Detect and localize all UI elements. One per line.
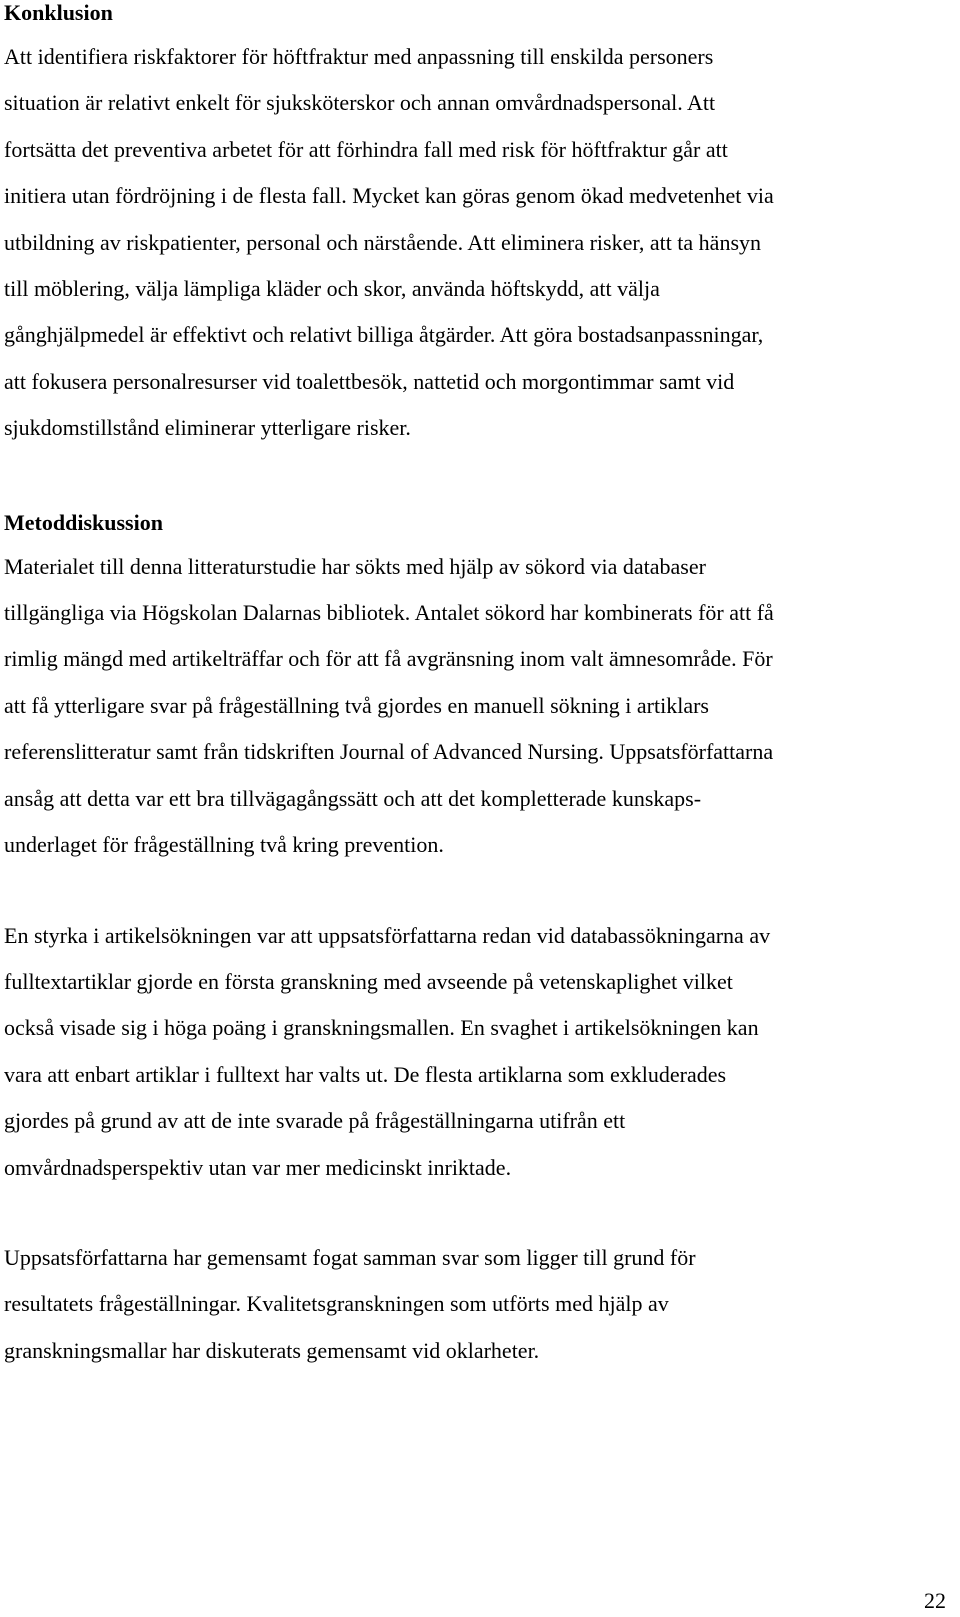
text-line: Att identifiera riskfaktorer för höftfraktur med anpassning till enskilda personers — [4, 44, 714, 69]
paragraph-metoddiskussion-2 — [4, 913, 952, 1191]
page-number: 22 — [924, 1588, 946, 1613]
section-heading-metoddiskussion: Metoddiskussion — [4, 509, 163, 535]
paragraph-metoddiskussion-1 — [4, 544, 952, 869]
text-line: sjukdomstillstånd eliminerar ytterligare risker. — [4, 415, 411, 441]
text-line: tillgängliga via Högskolan Dalarnas bibliotek. Antalet sökord har kombinerats för att få — [4, 600, 774, 626]
text-line: vara att enbart artiklar i fulltext har valts ut. De flesta artiklarna som exkluderades — [4, 1061, 727, 1087]
text-line: referenslitteratur samt från tidskriften Journal of Advanced Nursing. Uppsatsförfattarna — [4, 739, 774, 765]
text-line: resultatets frågeställningar. Kvalitetsgranskningen som utförts med hjälp av — [4, 1291, 669, 1317]
text-line: fortsätta det preventiva arbetet för att förhindra fall med risk för höftfraktur går att — [4, 136, 728, 162]
text-line: ansåg att detta var ett bra tillvägagångssätt och att det kompletterade kunskaps- — [4, 785, 702, 811]
text-line: fulltextartiklar gjorde en första granskning med avseende på vetenskaplighet vilket — [4, 968, 733, 994]
text-line: Materialet till denna litteraturstudie har sökts med hjälp av sökord via databaser — [4, 553, 706, 579]
text-line: underlaget för frågeställning två kring prevention. — [4, 832, 444, 858]
text-line: Uppsatsförfattarna har gemensamt fogat samman svar som ligger till grund för — [4, 1244, 696, 1270]
text-line: granskningsmallar har diskuterats gemensamt vid oklarheter. — [4, 1337, 540, 1363]
text-line: initiera utan fördröjning i de flesta fall. Mycket kan göras genom ökad medvetenhet via — [4, 183, 774, 209]
text-line: gjordes på grund av att de inte svarade på frågeställningarna utifrån ett — [4, 1108, 626, 1134]
paragraph-konklusion — [4, 34, 952, 452]
document-page — [4, 0, 952, 1374]
text-line: att få ytterligare svar på frågeställning två gjordes en manuell sökning i artiklars — [4, 692, 709, 718]
text-line: En styrka i artikelsökningen var att uppsatsförfattarna redan vid databassökningarna av — [4, 922, 771, 948]
text-line: att fokusera personalresurser vid toalettbesök, nattetid och morgontimmar samt vid — [4, 368, 735, 394]
text-line: gånghjälpmedel är effektivt och relativt billiga åtgärder. Att göra bostadsanpassningar, — [4, 322, 764, 348]
text-line: utbildning av riskpatienter, personal och närstående. Att eliminera risker, att ta hänsyn — [4, 229, 762, 255]
text-line: rimlig mängd med artikelträffar och för att få avgränsning inom valt ämnesområde. För — [4, 646, 773, 672]
text-line: till möblering, välja lämpliga kläder och skor, använda höftskydd, att välja — [4, 276, 660, 302]
text-line: också visade sig i höga poäng i granskningsmallen. En svaghet i artikelsökningen kan — [4, 1015, 759, 1041]
text-line: situation är relativt enkelt för sjuksköterskor och annan omvårdnadspersonal. Att — [4, 90, 716, 116]
text-line: omvårdnadsperspektiv utan var mer medicinskt inriktade. — [4, 1154, 512, 1180]
paragraph-metoddiskussion-3 — [4, 1235, 952, 1374]
section-heading-konklusion: Konklusion — [4, 0, 113, 25]
